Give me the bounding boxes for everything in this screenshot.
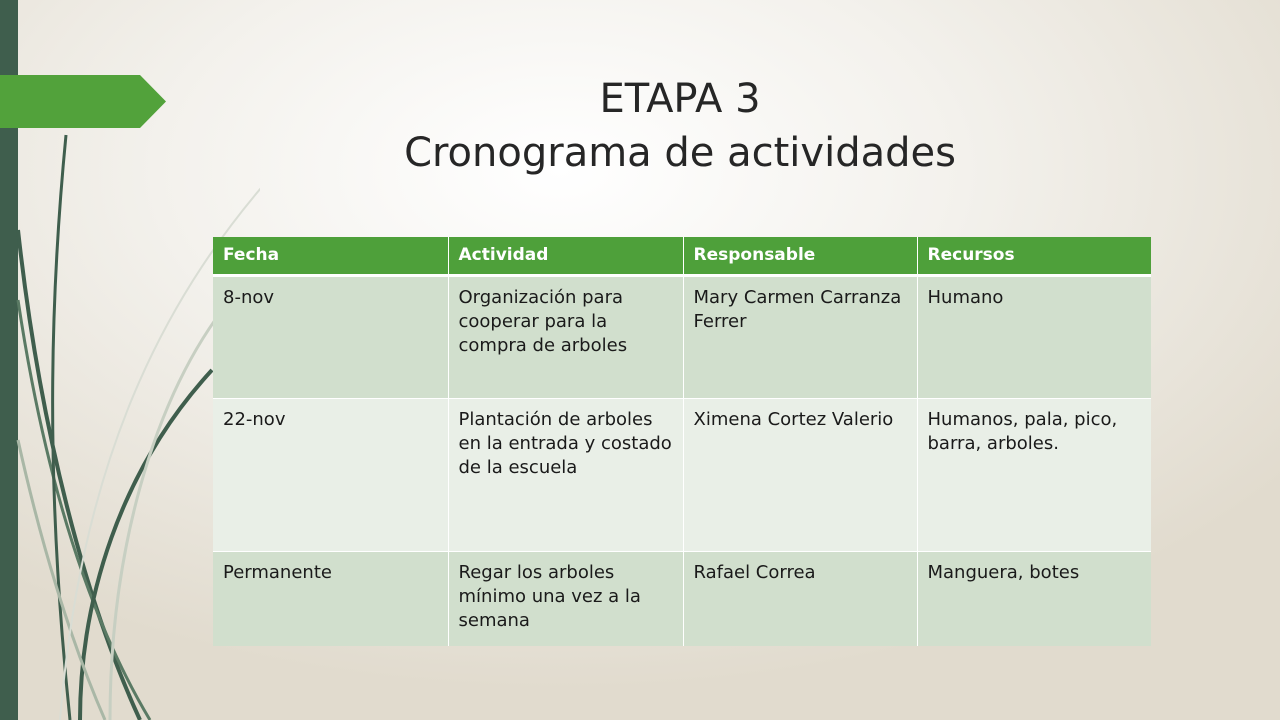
cell-actividad: Organización para cooperar para la compra de arboles xyxy=(448,275,683,398)
schedule-table xyxy=(213,237,1151,646)
cell-fecha: Permanente xyxy=(213,551,448,646)
cell-fecha: 8-nov xyxy=(213,275,448,398)
cell-recursos: Humano xyxy=(917,275,1151,398)
cell-responsable: Rafael Correa xyxy=(683,551,917,646)
table-row xyxy=(213,551,1151,646)
header-recursos: Recursos xyxy=(917,237,1151,275)
arrow-tab-shape xyxy=(0,75,166,128)
cell-recursos: Humanos, pala, pico, barra, arboles. xyxy=(917,398,1151,551)
table-header-row xyxy=(213,237,1151,275)
header-actividad: Actividad xyxy=(448,237,683,275)
table-row xyxy=(213,398,1151,551)
cell-recursos: Manguera, botes xyxy=(917,551,1151,646)
header-responsable: Responsable xyxy=(683,237,917,275)
title-line-1: ETAPA 3 xyxy=(599,76,761,122)
header-fecha: Fecha xyxy=(213,237,448,275)
cell-responsable: Mary Carmen Carranza Ferrer xyxy=(683,275,917,398)
cell-actividad: Plantación de arboles en la entrada y costado de la escuela xyxy=(448,398,683,551)
table-row xyxy=(213,275,1151,398)
cell-actividad: Regar los arboles mínimo una vez a la semana xyxy=(448,551,683,646)
slide-title xyxy=(300,72,1060,180)
title-line-2: Cronograma de actividades xyxy=(404,130,956,176)
cell-responsable: Ximena Cortez Valerio xyxy=(683,398,917,551)
cell-fecha: 22-nov xyxy=(213,398,448,551)
